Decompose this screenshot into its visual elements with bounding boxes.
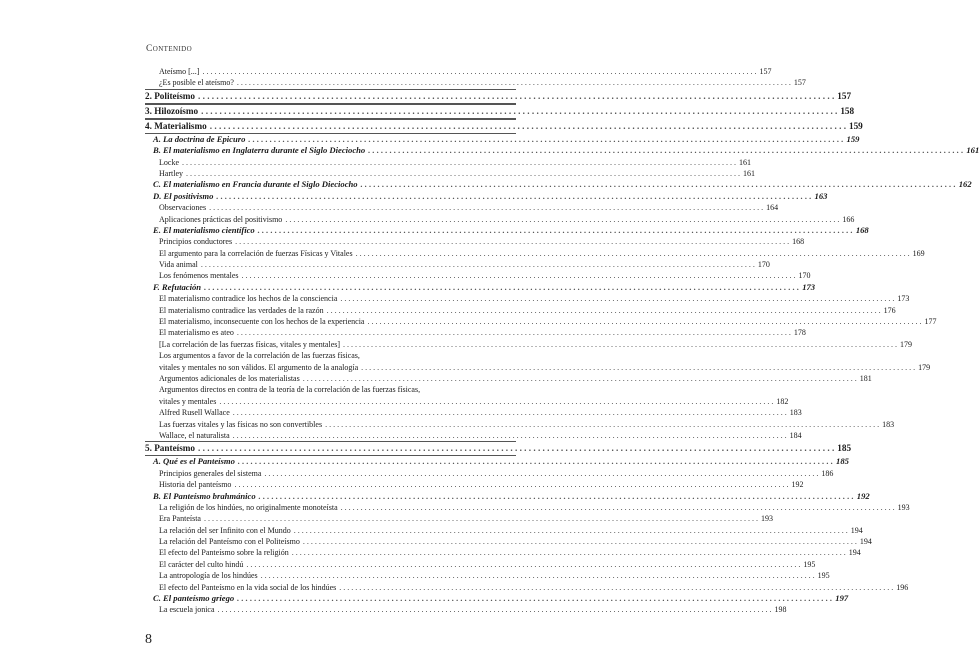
dot-leader (216, 191, 811, 202)
dot-leader (242, 270, 796, 281)
toc-entry-title: Los argumentos a favor de la correlación de las fuerzas físicas, (159, 351, 360, 361)
toc-entry-page: 168 (792, 237, 805, 247)
toc-entry-page: 166 (842, 214, 855, 224)
toc-entry (145, 362, 931, 373)
dot-leader (343, 339, 897, 350)
toc-entry-title: El carácter del culto hindú (159, 559, 244, 569)
toc-entry (145, 77, 806, 88)
toc-entry (145, 66, 772, 77)
dot-leader (367, 316, 921, 327)
toc-entry (145, 547, 861, 558)
toc-entry-title: Argumentos adicionales de los materialistas (159, 373, 300, 383)
dot-leader (340, 293, 894, 304)
toc-entry-page: 173 (897, 294, 910, 304)
toc-entry (145, 570, 830, 581)
toc-entry-title: Aplicaciones prácticas del positivismo (159, 214, 283, 224)
toc-entry-page: 193 (897, 502, 910, 512)
toc-entry-page: 157 (759, 67, 772, 76)
toc-entry-page: 185 (837, 443, 852, 454)
toc-entry-title: Principios conductores (159, 237, 233, 247)
toc-entry-title: El materialismo contradice los hechos de la consciencia (159, 294, 338, 304)
toc-entry (145, 396, 789, 407)
toc-entry-page: 184 (789, 430, 802, 440)
dot-leader (237, 593, 832, 604)
toc-entry-title: El materialismo contradice las verdades de la razón (159, 305, 324, 315)
toc-entry-page: 157 (837, 90, 852, 101)
dot-leader (182, 157, 736, 168)
dot-leader (258, 225, 853, 236)
toc-entry (145, 168, 755, 179)
toc-entry-title: vitales y mentales no son válidos. El argumento de la analogía (159, 362, 359, 372)
toc-entry-title: D. El positivismo (153, 190, 214, 201)
dot-leader (204, 513, 758, 524)
toc-section (145, 281, 816, 293)
toc-entry-page: 185 (836, 456, 849, 467)
page-number: 8 (145, 632, 152, 647)
toc-entry (145, 604, 787, 615)
toc-entry (145, 513, 773, 524)
toc-entry (145, 407, 802, 418)
toc-entry-page: 170 (757, 260, 770, 270)
toc-entry-page: 192 (791, 480, 804, 490)
toc-entry-title: El argumento para la correlación de fuerzas Físicas y Vitales (159, 248, 353, 258)
dot-leader (219, 396, 773, 407)
dot-leader (198, 90, 834, 103)
toc-entry-page: 158 (840, 105, 855, 116)
dot-leader (198, 442, 834, 455)
dot-leader (294, 525, 848, 536)
toc-entry (145, 316, 937, 327)
toc-entry-title: 5. Panteísmo (145, 443, 196, 454)
dot-leader (339, 582, 893, 593)
toc-entry (145, 373, 872, 384)
toc-entry (145, 582, 909, 593)
dot-leader (261, 570, 815, 581)
toc-section (145, 145, 979, 156)
toc-entry-title: C. El panteísmo griego (153, 593, 235, 604)
toc-entry (145, 559, 816, 570)
toc-entry-page: 195 (803, 559, 816, 569)
toc-entry-title: Argumentos directos en contra de la teoría de la correlación de las fuerzas físicas, (159, 385, 421, 395)
toc-entry-title: El materialismo, inconsecuente con los hechos de la experiencia (159, 317, 365, 327)
dot-leader (233, 430, 787, 441)
toc-entry-page: 181 (859, 373, 872, 383)
toc-entry-title: El efecto del Panteísmo sobre la religión (159, 548, 289, 558)
toc-entry-title: Era Panteísta (159, 514, 201, 524)
toc-entry-title: Wallace, el naturalista (159, 430, 230, 440)
toc-entry (145, 248, 925, 259)
dot-leader (356, 248, 910, 259)
toc-entry (145, 468, 834, 479)
toc-entry-continuation (145, 384, 516, 395)
toc-entry-title: La relación del ser Infinito con el Mundo (159, 525, 291, 535)
table-of-contents (145, 66, 979, 616)
toc-entry-page: 179 (900, 339, 913, 349)
dot-leader (186, 168, 740, 179)
toc-entry-title: F. Refutación (153, 281, 202, 292)
dot-leader (368, 145, 963, 156)
toc-entry-page: 161 (966, 145, 979, 156)
toc-entry-page: 196 (896, 582, 909, 592)
toc-entry-title: La antropología de los hindúes (159, 571, 258, 581)
dot-leader (201, 259, 755, 270)
dot-leader (303, 373, 857, 384)
dot-leader (248, 134, 843, 145)
toc-entry-page: 192 (856, 490, 870, 501)
dot-leader (210, 120, 846, 133)
toc-chapter (145, 89, 852, 104)
toc-entry-page: 197 (835, 593, 849, 604)
toc-entry (145, 327, 806, 338)
toc-entry-title: Alfred Rusell Wallace (159, 408, 230, 418)
toc-entry (145, 270, 811, 281)
dot-leader (361, 362, 915, 373)
toc-entry (145, 293, 910, 304)
dot-leader (234, 479, 788, 490)
dot-leader (204, 282, 799, 293)
toc-entry-title: Vida animal (159, 260, 198, 270)
dot-leader (233, 407, 787, 418)
toc-entry (145, 202, 779, 213)
dot-leader (361, 179, 956, 190)
toc-entry-title: Observaciones (159, 203, 207, 213)
toc-entry-title: 3. Hilozoísmo (145, 105, 199, 116)
toc-entry (145, 536, 872, 547)
toc-entry-title: C. El materialismo en Francia durante el Siglo Dieciocho (153, 179, 358, 190)
toc-chapter (145, 104, 855, 119)
toc-entry-page: 178 (793, 328, 806, 338)
toc-entry (145, 214, 855, 225)
toc-entry-page: 194 (859, 537, 872, 547)
dot-leader (209, 202, 763, 213)
toc-entry-page: 183 (789, 408, 802, 418)
toc-chapter (145, 119, 863, 134)
dot-leader (327, 305, 881, 316)
toc-entry-page: 183 (882, 419, 895, 429)
toc-entry-title: A. La doctrina de Epicuro (153, 133, 246, 144)
dot-leader (292, 547, 846, 558)
toc-section (145, 490, 870, 502)
toc-entry-page: 159 (846, 133, 860, 144)
toc-section (145, 456, 849, 467)
toc-entry-page: 163 (814, 190, 828, 201)
toc-section (145, 179, 972, 190)
toc-entry-page: 162 (958, 179, 972, 190)
toc-entry-page: 179 (918, 362, 931, 372)
toc-entry-title: La relación del Panteísmo con el Politeísmo (159, 537, 300, 547)
dot-leader (264, 468, 818, 479)
toc-entry-page: 173 (802, 281, 816, 292)
toc-entry-page: 193 (760, 514, 773, 524)
dot-leader (246, 559, 800, 570)
toc-entry-page: 194 (850, 525, 863, 535)
toc-entry (145, 157, 751, 168)
toc-entry (145, 479, 804, 490)
dot-leader (341, 502, 895, 513)
toc-entry-title: Locke (159, 157, 179, 167)
toc-entry-page: 169 (912, 248, 925, 258)
toc-entry-title: La religión de los hindúes, no originalmente monoteísta (159, 502, 338, 512)
toc-entry-page: 161 (743, 168, 755, 178)
toc-entry-title: B. El Panteísmo brahmánico (153, 490, 256, 501)
toc-entry-page: 164 (766, 203, 779, 213)
toc-entry-title: La escuela jonica (159, 605, 215, 615)
toc-entry-title: A. Qué es el Panteísmo (153, 456, 235, 467)
toc-entry-title: Historia del panteísmo (159, 480, 232, 490)
dot-leader (237, 77, 791, 88)
dot-leader (202, 66, 756, 77)
toc-entry-page: 159 (848, 120, 863, 131)
toc-entry-page: 170 (798, 271, 811, 281)
toc-section (145, 224, 869, 236)
toc-entry-title: Principios generales del sistema (159, 468, 262, 478)
toc-entry-title: El efecto del Panteísmo en la vida social de los hindúes (159, 582, 337, 592)
dot-leader (325, 419, 879, 430)
dot-leader (238, 456, 833, 467)
toc-entry-page: 195 (817, 571, 830, 581)
dot-leader (235, 236, 789, 247)
toc-entry-page: 182 (776, 396, 789, 406)
toc-entry (145, 419, 895, 430)
toc-entry-title: Hartley (159, 168, 183, 178)
toc-entry-title: [La correlación de las fuerzas físicas, vitales y mentales] (159, 339, 341, 349)
toc-entry (145, 430, 802, 441)
toc-entry-page: 176 (883, 305, 896, 315)
toc-chapter (145, 441, 852, 456)
toc-section (145, 190, 828, 202)
toc-entry-page: 194 (848, 548, 861, 558)
toc-entry-page: 198 (774, 605, 787, 615)
toc-entry (145, 259, 770, 270)
toc-entry-page: 161 (739, 157, 751, 167)
dot-leader (303, 536, 857, 547)
dot-leader (237, 327, 791, 338)
toc-entry-page: 168 (855, 224, 869, 235)
toc-entry-page: 186 (821, 468, 834, 478)
toc-entry (145, 339, 913, 350)
toc-entry (145, 502, 910, 513)
running-header: Contenido (146, 44, 193, 54)
toc-entry-title: Las fuerzas vitales y las físicas no son convertibles (159, 419, 323, 429)
dot-leader (218, 604, 772, 615)
toc-entry-continuation (145, 350, 516, 361)
toc-section (145, 593, 849, 604)
toc-entry-title: El materialismo es ateo (159, 328, 234, 338)
toc-entry (145, 525, 863, 536)
toc-entry-title: vitales y mentales (159, 396, 217, 406)
toc-entry-title: ¿Es posible el ateísmo? (159, 78, 234, 88)
dot-leader (259, 491, 854, 502)
toc-entry-title: 2. Politeísmo (145, 90, 196, 101)
toc-entry-title: Los fenómenos mentales (159, 271, 239, 281)
dot-leader (201, 105, 837, 118)
toc-section (145, 133, 860, 145)
toc-entry-title: 4. Materialismo (145, 120, 207, 131)
toc-entry-title: Ateísmo [...] (159, 67, 200, 76)
toc-entry (145, 305, 896, 316)
toc-entry (145, 236, 805, 247)
toc-entry-page: 157 (793, 78, 806, 88)
toc-entry-title: B. El materialismo en Inglaterra durante el Siglo Dieciocho (153, 145, 366, 156)
toc-entry-page: 177 (924, 317, 937, 327)
dot-leader (285, 214, 839, 225)
toc-entry-title: E. El materialismo científico (153, 224, 255, 235)
